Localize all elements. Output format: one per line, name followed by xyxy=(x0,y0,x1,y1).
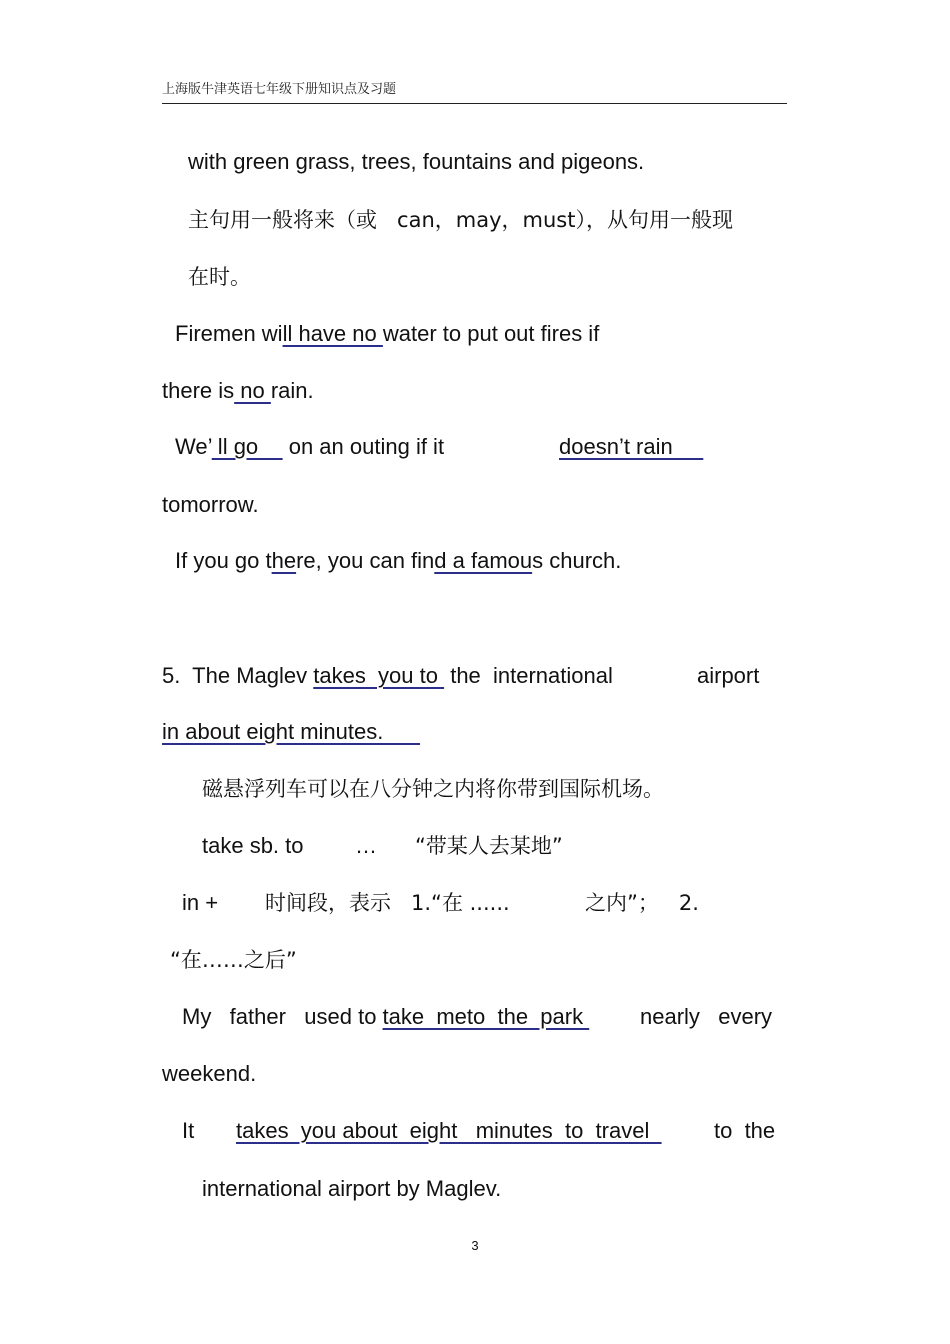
answer-underlined: ll have no xyxy=(282,321,383,346)
answer-underlined: ll go xyxy=(211,434,283,459)
text-segment: My father used to xyxy=(182,1004,383,1029)
answer-underlined: in about eight minutes. xyxy=(162,719,421,744)
text-line: “在……之后” xyxy=(170,948,297,972)
text-segment: re, you can fin xyxy=(296,548,435,573)
text-line: 之内”； 2. xyxy=(585,891,699,915)
answer-underlined: doesn’t rain xyxy=(559,434,704,459)
text-line: “带某人去某地” xyxy=(415,834,563,858)
text-segment: Firemen wi xyxy=(175,321,283,346)
answer-underlined: take meto the park xyxy=(382,1004,590,1029)
answer-underlined: d a famou xyxy=(434,548,533,573)
exercise-line xyxy=(175,321,599,347)
text-segment: rain. xyxy=(270,378,314,403)
answer-underlined: he xyxy=(271,548,297,573)
text-line: 时间段，表示 1.“在 ...... xyxy=(265,891,510,915)
answer-underlined: takes you to xyxy=(313,663,445,688)
answer-underlined: takes you about eight minutes to travel xyxy=(236,1118,662,1143)
exercise-line xyxy=(162,378,314,404)
header-divider xyxy=(162,103,787,104)
page-header-title: 上海版牛津英语七年级下册知识点及习题 xyxy=(162,82,397,97)
page-number: 3 xyxy=(471,1238,479,1253)
text-segment: We’ xyxy=(175,434,212,459)
answer-underlined: no xyxy=(234,378,271,403)
text-segment: water to put out fires if xyxy=(382,321,600,346)
text-segment: there is xyxy=(162,378,235,403)
text-line: with green grass, trees, fountains and pigeons. xyxy=(188,149,645,174)
exercise-line xyxy=(175,548,621,574)
text-line: 在时。 xyxy=(188,265,251,289)
text-segment: If you go t xyxy=(175,548,272,573)
text-line: in + xyxy=(182,890,219,915)
text-line: weekend. xyxy=(162,1061,257,1086)
text-line: tomorrow. xyxy=(162,492,259,517)
text-segment: on an outing if it xyxy=(282,434,445,459)
exercise-line xyxy=(175,434,444,460)
exercise-line xyxy=(162,663,613,689)
text-line: 主句用一般将来（或 can，may，must），从句用一般现 xyxy=(188,208,733,232)
text-line: to the xyxy=(714,1118,776,1143)
text-line: nearly every xyxy=(640,1004,773,1029)
text-line: It xyxy=(182,1118,195,1143)
text-line: international airport by Maglev. xyxy=(202,1176,502,1201)
text-line: airport xyxy=(697,663,760,688)
text-segment: 5. The Maglev xyxy=(162,663,314,688)
exercise-line xyxy=(182,1004,589,1030)
text-line: take sb. to xyxy=(202,833,304,858)
translation-line: 磁悬浮列车可以在八分钟之内将你带到国际机场。 xyxy=(202,777,664,801)
text-line: … xyxy=(355,833,377,858)
text-segment: the international xyxy=(444,663,613,688)
text-segment: s church. xyxy=(532,548,622,573)
